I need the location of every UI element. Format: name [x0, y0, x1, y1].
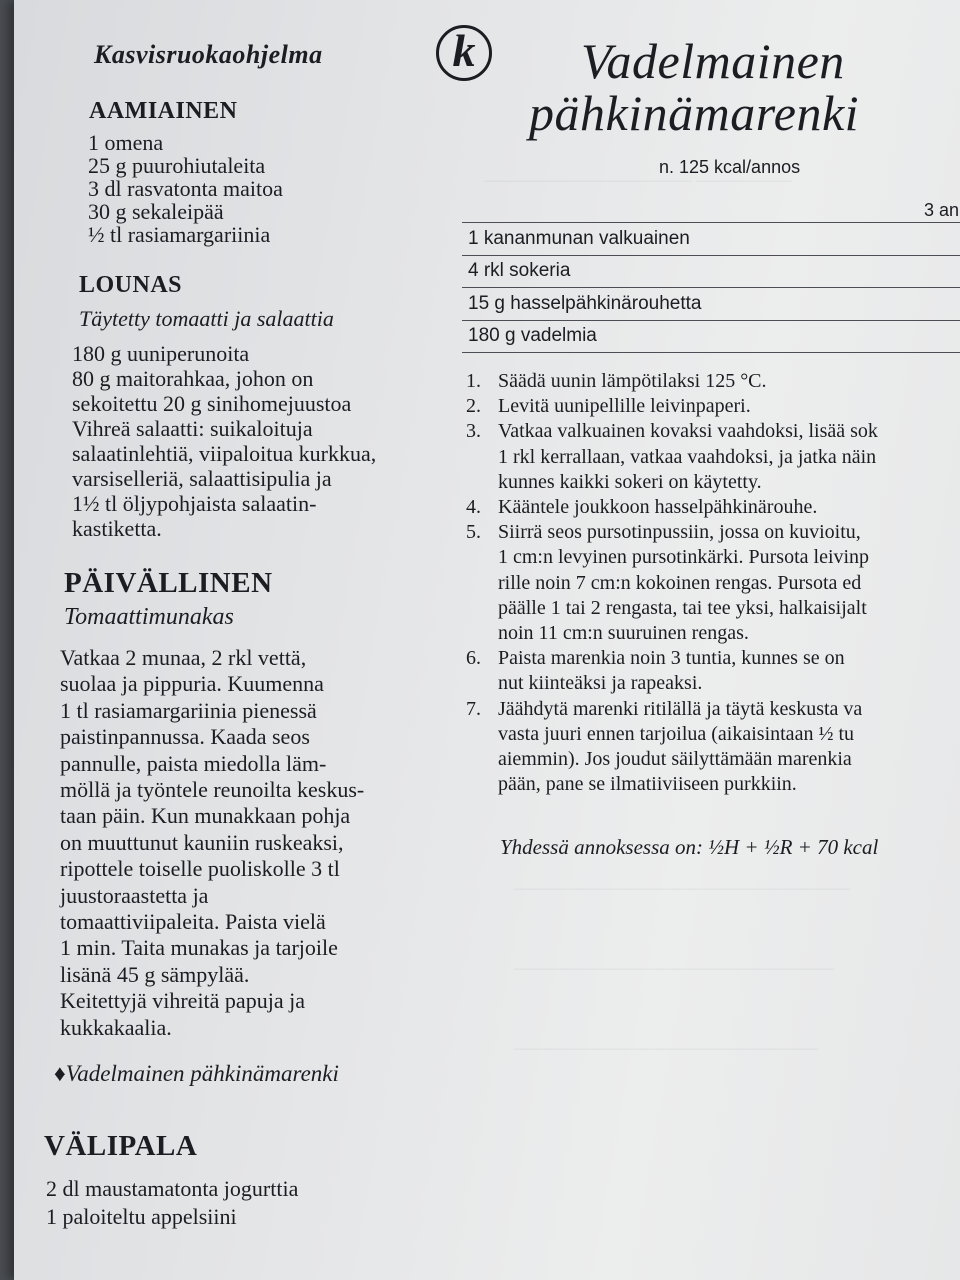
dinner-subtitle: Tomaattimunakas: [64, 604, 234, 630]
step-item: 5. Siirrä seos pursotinpussiin, jossa on kuvioitu, 1 cm:n levyinen pursotinkärki. Pursota leivinp rille noin 7 cm:n kokoinen rengas. Pursota ed päälle 1 tai 2 rengasta, tai tee yksi, halkaisijalt noin 11 cm:n suuruinen rengas.: [466, 521, 870, 645]
list-item: 30 g sekaleipää: [88, 199, 224, 224]
list-item: 1 paloiteltu appelsiini: [46, 1204, 237, 1229]
show-through-text: ————————————— ——————: [484, 172, 792, 189]
nutrition-summary: Yhdessä annoksessa on: ½H + ½R + 70 kcal: [500, 835, 879, 859]
step-item: 6. Paista marenkia noin 3 tuntia, kunnes se on nut kiinteäksi ja rapeaksi.: [466, 647, 845, 695]
ingredient-row: 1 kananmunan valkuainen: [462, 222, 960, 255]
list-item: ½ tl rasiamargariinia: [88, 222, 271, 247]
k-logo-icon: k: [436, 25, 492, 81]
dinner-text: Vatkaa 2 munaa, 2 rkl vettä, suolaa ja pippuria. Kuumenna 1 tl rasiamargariinia pienessä paistinpannussa. Kaada seos pannulle, paista miedolla läm- möllä ja työntele reunoilta keskus- taan päin. Kun munakkaan pohja on muuttunut kauniin ruskeaksi, ripottele toiselle puoliskolle 3 tl juustoraastetta ja tomaattiviipaleita. Paista vielä 1 min. Taita munakas ja tarjoile lisänä 45 g sämpylää. Keitettyjä vihreitä papuja ja kukkakaalia.: [60, 645, 365, 1040]
lunch-text: 180 g uuniperunoita 80 g maitorahkaa, johon on sekoitettu 20 g sinihomejuustoa Vihreä salaatti: suikaloituja salaatinlehtiä, viipaloitua kurkkua, varsiselleriä, salaattisipulia ja 1½ tl öljypohjaista salaatin- kastiketta.: [72, 341, 377, 541]
step-item: 4. Kääntele joukkoon hasselpähkinärouhe.: [466, 496, 818, 519]
show-through-text: ———————————————————: [514, 1040, 818, 1057]
dessert-reference: ♦Vadelmainen pähkinämarenki: [54, 1061, 339, 1086]
breakfast-list: [88, 131, 283, 246]
list-item: 1 omena: [88, 130, 164, 155]
servings-count: 3 an: [924, 200, 960, 220]
brand-title: Kasvisruokaohjelma: [94, 40, 323, 69]
breakfast-heading: AAMIAINEN: [89, 98, 238, 124]
ingredient-row: 4 rkl sokeria: [462, 255, 960, 288]
ingredients-table: [462, 222, 960, 353]
ingredient-row: 15 g hasselpähkinärouhetta: [462, 287, 960, 320]
instruction-steps: [466, 369, 960, 797]
list-item: 2 dl maustamatonta jogurttia: [46, 1176, 299, 1201]
step-item: 1. Säädä uunin lämpötilaksi 125 °C.: [466, 370, 767, 392]
dinner-heading: PÄIVÄLLINEN: [64, 567, 273, 599]
snack-list: [46, 1175, 298, 1231]
recipe-page: [14, 0, 960, 1280]
list-item: 25 g puurohiutaleita: [88, 153, 266, 178]
step-item: 3. Vatkaa valkuainen kovaksi vaahdoksi, lisää sok 1 rkl kerrallaan, vatkaa vaahdoksi, ja jatka näin kunnes kaikki sokeri on käytetty.: [466, 420, 878, 493]
list-item: 3 dl rasvatonta maitoa: [88, 176, 283, 201]
step-item: 7. Jäähdytä marenki ritilällä ja täytä keskusta va vasta juuri ennen tarjoilua (aikaisintaan ½ tu aiemmin). Jos joudut säilyttämään marenkia pään, pane se ilmatiiviiseen purkkiin.: [466, 697, 863, 796]
lunch-subtitle: Täytetty tomaatti ja salaattia: [79, 306, 334, 331]
recipe-title: Vadelmainen pähkinämarenki: [529, 33, 860, 141]
step-item: 2. Levitä uunipellille leivinpaperi.: [466, 395, 751, 418]
show-through-text: —————————————————————: [514, 880, 850, 897]
show-through-text: ————————————————————: [514, 960, 834, 977]
kcal-per-serving: n. 125 kcal/annos: [659, 157, 801, 177]
ingredient-row: 180 g vadelmia: [462, 320, 960, 354]
snack-heading: VÄLIPALA: [44, 1130, 198, 1162]
lunch-heading: LOUNAS: [79, 272, 183, 298]
